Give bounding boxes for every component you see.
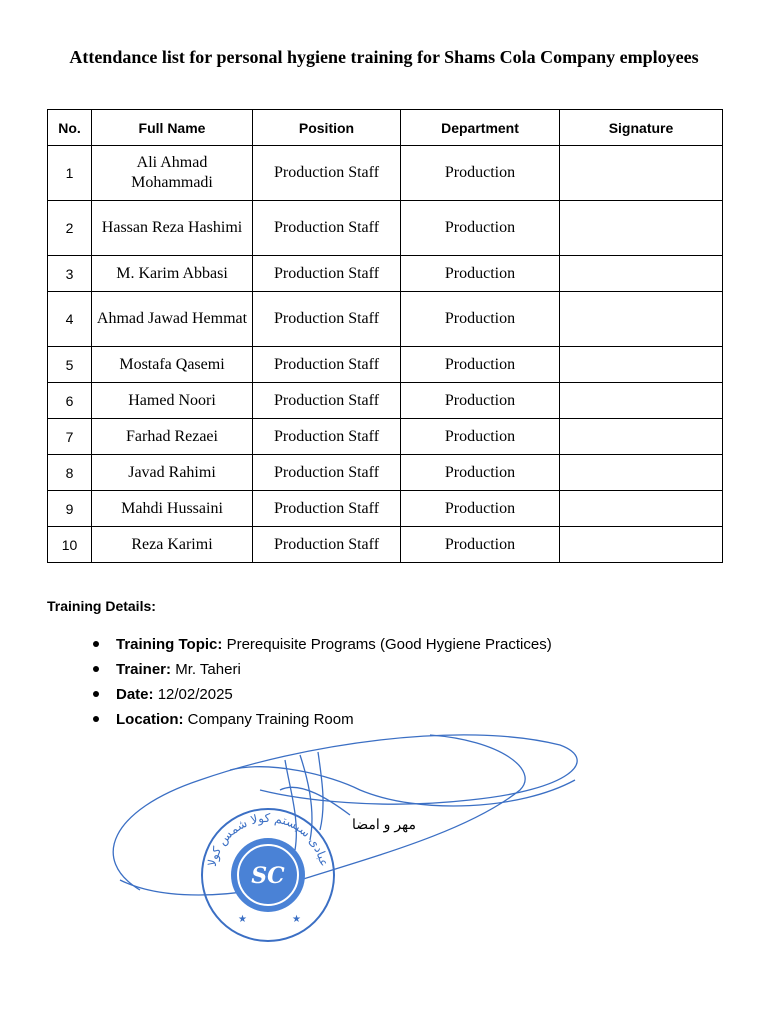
detail-value: Mr. Taheri bbox=[175, 661, 241, 678]
cell-full-name: Hamed Noori bbox=[92, 383, 253, 419]
cell-no: 3 bbox=[48, 256, 92, 292]
cell-department: Production bbox=[401, 146, 560, 201]
cell-department: Production bbox=[401, 455, 560, 491]
page-title: Attendance list for personal hygiene training for Shams Cola Company employees bbox=[69, 47, 699, 67]
cell-department: Production bbox=[401, 347, 560, 383]
column-header-signature: Signature bbox=[560, 110, 723, 146]
cell-position: Production Staff bbox=[253, 146, 401, 201]
stamp-and-signature-note: مهر و امضا bbox=[352, 816, 417, 832]
cell-department: Production bbox=[401, 491, 560, 527]
seal-logo-text: SC bbox=[251, 863, 285, 889]
cell-no: 7 bbox=[48, 419, 92, 455]
detail-value: Company Training Room bbox=[187, 711, 354, 728]
cell-full-name: Javad Rahimi bbox=[92, 455, 253, 491]
cell-position: Production Staff bbox=[253, 201, 401, 256]
cell-position: Production Staff bbox=[253, 292, 401, 347]
cell-department: Production bbox=[401, 527, 560, 563]
cell-department: Production bbox=[401, 419, 560, 455]
cell-full-name: Hassan Reza Hashimi bbox=[92, 201, 253, 256]
cell-no: 4 bbox=[48, 292, 92, 347]
cell-department: Production bbox=[401, 292, 560, 347]
cell-position: Production Staff bbox=[253, 347, 401, 383]
column-header-full-name: Full Name bbox=[92, 110, 253, 146]
cell-full-name: Farhad Rezaei bbox=[92, 419, 253, 455]
detail-label: Location: bbox=[116, 711, 184, 728]
cell-department: Production bbox=[401, 256, 560, 292]
cell-no: 1 bbox=[48, 146, 92, 201]
cell-no: 2 bbox=[48, 201, 92, 256]
detail-label: Trainer: bbox=[116, 661, 172, 678]
training-details-heading: Training Details: bbox=[47, 598, 156, 614]
cell-full-name: Mahdi Hussaini bbox=[92, 491, 253, 527]
cell-position: Production Staff bbox=[253, 419, 401, 455]
cell-position: Production Staff bbox=[253, 256, 401, 292]
cell-no: 10 bbox=[48, 527, 92, 563]
cell-no: 9 bbox=[48, 491, 92, 527]
cell-full-name: Mostafa Qasemi bbox=[92, 347, 253, 383]
column-header-position: Position bbox=[253, 110, 401, 146]
cell-full-name: M. Karim Abbasi bbox=[92, 256, 253, 292]
seal-star-icon: ★ bbox=[292, 914, 301, 925]
cell-full-name: Reza Karimi bbox=[92, 527, 253, 563]
detail-value: Prerequisite Programs (Good Hygiene Practices) bbox=[226, 636, 552, 653]
seal-ring-text: عبادی سیستم کولا شمس کولا bbox=[204, 810, 332, 868]
column-header-department: Department bbox=[401, 110, 560, 146]
cell-position: Production Staff bbox=[253, 455, 401, 491]
cell-no: 5 bbox=[48, 347, 92, 383]
cell-department: Production bbox=[401, 383, 560, 419]
cell-position: Production Staff bbox=[253, 527, 401, 563]
seal-star-icon: ★ bbox=[238, 914, 247, 925]
signature-scribble bbox=[113, 735, 577, 895]
detail-label: Date: bbox=[116, 686, 154, 703]
cell-full-name: Ahmad Jawad Hemmat bbox=[92, 292, 253, 347]
cell-no: 8 bbox=[48, 455, 92, 491]
detail-value: 12/02/2025 bbox=[157, 686, 233, 703]
cell-position: Production Staff bbox=[253, 491, 401, 527]
cell-full-name: Ali Ahmad Mohammadi bbox=[92, 146, 253, 201]
cell-no: 6 bbox=[48, 383, 92, 419]
detail-label: Training Topic: bbox=[116, 636, 223, 653]
cell-department: Production bbox=[401, 201, 560, 256]
column-header-no: No. bbox=[48, 110, 92, 146]
cell-position: Production Staff bbox=[253, 383, 401, 419]
